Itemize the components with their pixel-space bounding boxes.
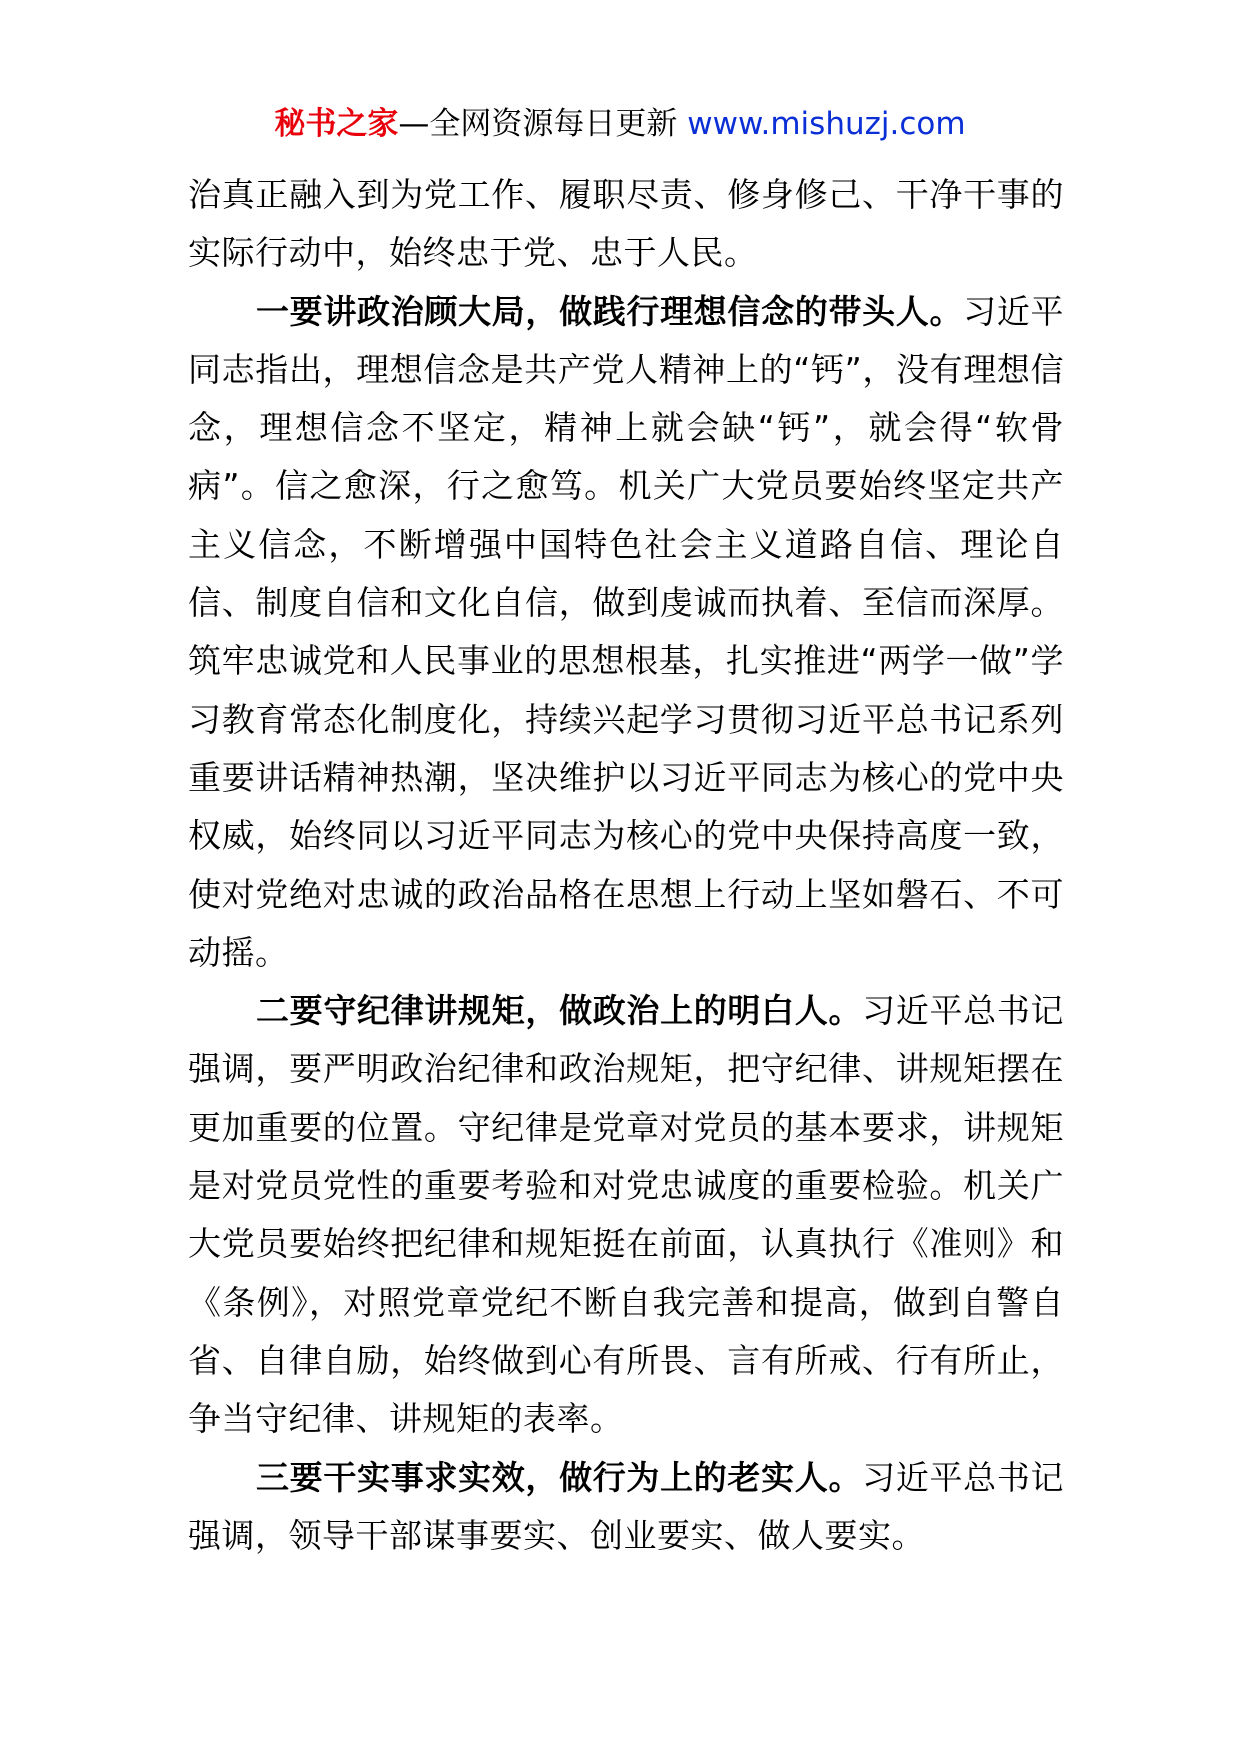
- document-body: [188, 166, 1064, 1565]
- section-heading: 二要守纪律讲规矩，做政治上的明白人。: [256, 991, 863, 1031]
- header-tagline: —全网资源每日更新: [398, 106, 688, 142]
- section-heading: 三要干实事求实效，做行为上的老实人。: [256, 1457, 863, 1497]
- site-url-link[interactable]: www.mishuzj.com: [687, 106, 966, 142]
- paragraph-continued: [188, 166, 1064, 283]
- paragraph-text: 治真正融入到为党工作、履职尽责、修身修己、干净干事的实际行动中，始终忠于党、忠于人民。: [188, 175, 1064, 273]
- paragraph-section-1: [188, 283, 1064, 983]
- paragraph-section-2: [188, 982, 1064, 1448]
- paragraph-section-3: [188, 1449, 1064, 1566]
- paragraph-text: 习近平总书记强调，领导干部谋事要实、创业要实、做人要实。: [188, 1457, 1065, 1555]
- watermark-header: [0, 102, 1240, 146]
- section-heading: 一要讲政治顾大局，做践行理想信念的带头人。: [256, 291, 964, 331]
- paragraph-text: 习近平同志指出，理想信念是共产党人精神上的“钙”，没有理想信念，理想信念不坚定，精神上就会缺“钙”，就会得“软骨病”。信之愈深，行之愈笃。机关广大党员要始终坚定共产主义信念，不断增强中国特色社会主义道路自信、理论自信、制度自信和文化自信，做到虔诚而执着、至信而深厚。筑牢忠诚党和人民事业的思想根基，扎实推进“两学一做”学习教育常态化制度化，持续兴起学习贯彻习近平总书记系列重要讲话精神热潮，坚决维护以习近平同志为核心的党中央权威，始终同以习近平同志为核心的党中央保持高度一致，使对党绝对忠诚的政治品格在思想上行动上坚如磐石、不可动摇。: [188, 291, 1065, 972]
- brand-name: 秘书之家: [274, 106, 399, 142]
- paragraph-text: 习近平总书记强调，要严明政治纪律和政治规矩，把守纪律、讲规矩摆在更加重要的位置。守纪律是党章对党员的基本要求，讲规矩是对党员党性的重要考验和对党忠诚度的重要检验。机关广大党员要始终把纪律和规矩挺在前面，认真执行《准则》和《条例》，对照党章党纪不断自我完善和提高，做到自警自省、自律自励，始终做到心有所畏、言有所戒、行有所止，争当守纪律、讲规矩的表率。: [188, 991, 1065, 1439]
